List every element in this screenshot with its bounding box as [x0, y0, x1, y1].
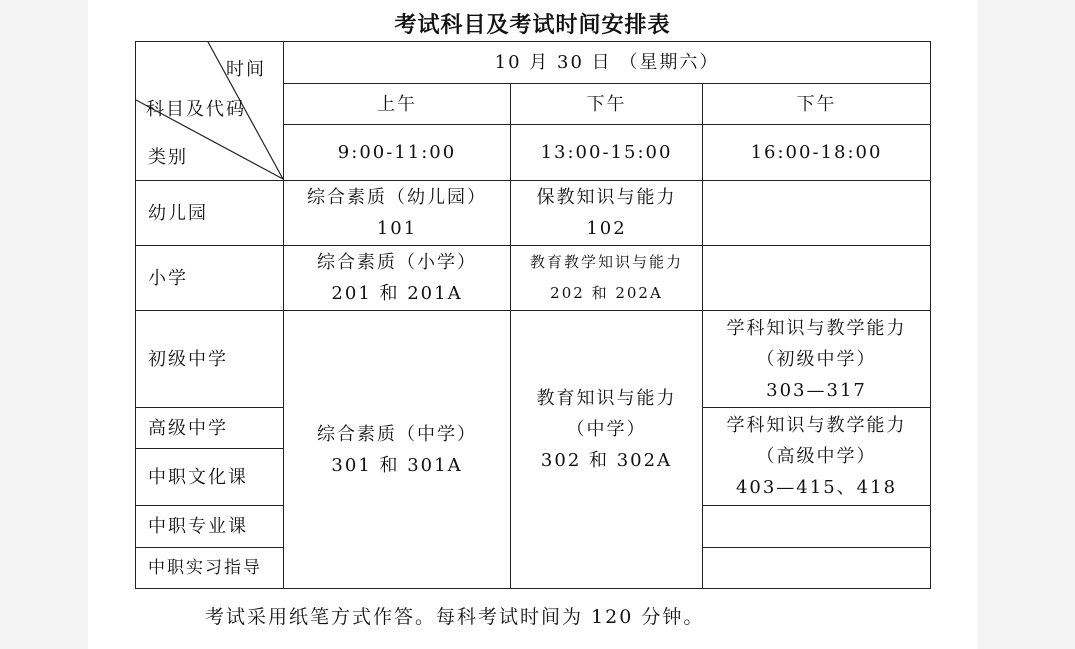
subject-cell	[284, 181, 511, 246]
category-primary: 小学	[136, 246, 284, 311]
subject-code: 302 和 302A	[540, 450, 673, 471]
empty-cell	[703, 246, 931, 311]
header-category-label: 类别	[148, 147, 188, 168]
footnote: 考试采用纸笔方式作答。每科考试时间为 120 分钟。	[205, 606, 705, 628]
session-period: 下午	[511, 84, 703, 125]
subject-subtitle: （初级中学）	[756, 348, 877, 370]
subject-name: 保教知识与能力	[536, 187, 677, 208]
header-time-label: 时间	[226, 59, 266, 80]
subject-name: 学科知识与教学能力	[726, 415, 907, 436]
subject-name: 综合素质（小学）	[317, 252, 477, 273]
subject-name: 综合素质（幼儿园）	[307, 187, 487, 208]
page-title: 考试科目及考试时间安排表	[394, 13, 671, 38]
category-vocational-culture: 中职文化课	[136, 449, 284, 506]
category-kindergarten: 幼儿园	[136, 181, 284, 246]
exam-date: 10 月 30 日 （星期六）	[284, 42, 931, 84]
subject-subtitle: （中学）	[566, 419, 647, 440]
session-time: 16:00-18:00	[703, 125, 931, 181]
subject-name: 学科知识与教学能力	[726, 317, 907, 339]
subject-name: 教育知识与能力	[536, 388, 677, 409]
session-period: 上午	[284, 84, 511, 125]
session-period: 下午	[703, 84, 931, 125]
schedule-table	[135, 41, 931, 589]
subject-name: 综合素质（中学）	[317, 423, 477, 445]
session-time: 13:00-15:00	[511, 125, 703, 181]
subject-code: 303—317	[766, 379, 867, 401]
category-senior: 高级中学	[136, 408, 284, 449]
category-vocational-practice: 中职实习指导	[136, 548, 284, 589]
subject-cell	[511, 181, 703, 246]
subject-code: 403—415、418	[735, 477, 898, 498]
table-row	[136, 181, 931, 246]
empty-cell	[703, 548, 931, 589]
diagonal-header-cell	[136, 42, 284, 181]
table-row	[136, 42, 931, 84]
subject-name: 教育教学知识与能力	[529, 253, 683, 271]
category-junior: 初级中学	[136, 311, 284, 408]
category-vocational-major: 中职专业课	[136, 506, 284, 548]
table-row	[136, 246, 931, 311]
session-time: 9:00-11:00	[284, 125, 511, 181]
subject-cell	[703, 408, 931, 506]
subject-code: 201 和 201A	[331, 283, 463, 304]
subject-cell	[284, 311, 511, 589]
subject-code: 202 和 202A	[550, 284, 663, 302]
subject-code: 101	[376, 218, 418, 239]
subject-cell	[284, 246, 511, 311]
subject-cell	[703, 311, 931, 408]
subject-code: 102	[586, 218, 627, 239]
table-row	[136, 311, 931, 408]
subject-code: 301 和 301A	[331, 454, 463, 476]
empty-cell	[703, 506, 931, 548]
subject-cell	[511, 246, 703, 311]
subject-cell	[511, 311, 703, 589]
header-subject-label: 科目及代码	[146, 99, 246, 120]
subject-subtitle: （高级中学）	[756, 446, 877, 467]
empty-cell	[703, 181, 931, 246]
